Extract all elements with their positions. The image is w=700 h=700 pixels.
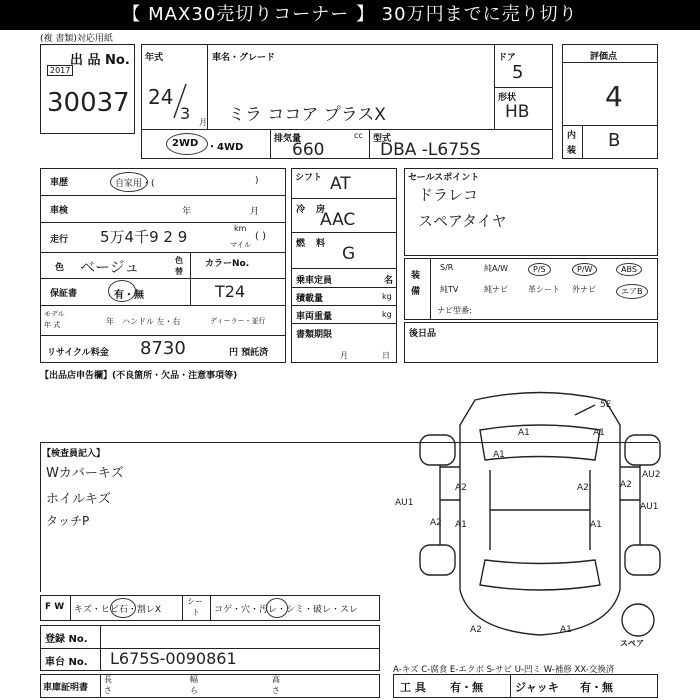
cert-box xyxy=(40,674,380,698)
color-change-2: 替 xyxy=(175,267,183,276)
mileage-label: 走行 xyxy=(50,235,69,245)
damage-mark: A2 xyxy=(455,483,467,493)
recycle-label: リサイクル料金 xyxy=(47,348,109,358)
equipment-label: 装 備 xyxy=(411,271,421,297)
era-year: 24 xyxy=(148,85,174,109)
damage-mark: AU1 xyxy=(395,498,414,508)
shape-value: HB xyxy=(505,102,530,122)
lot-label: 出 品 No. xyxy=(70,53,130,68)
shift-label: シフト xyxy=(295,173,323,183)
color-value: ベージュ xyxy=(80,258,140,276)
warranty-circle xyxy=(108,280,136,302)
registration-label: 登録 No. xyxy=(45,634,88,645)
damage-mark: A1 xyxy=(518,428,530,438)
exhibitor-note-label: 【出品店申告欄】(不良箇所・欠品・注意事項等) xyxy=(40,371,238,381)
damage-mark: 5E xyxy=(600,400,612,410)
fuel-label-2: 料 xyxy=(316,239,326,249)
equipment-item2-4: エアB xyxy=(616,284,648,299)
chassis-label: 車台 No. xyxy=(45,657,88,668)
inspector-line-3: タッチP xyxy=(46,514,90,528)
cert-h1: 高 xyxy=(272,675,280,684)
drive-2wd: 2WD xyxy=(172,138,199,149)
year-label: 年式 xyxy=(145,53,164,63)
color-no-label: カラーNo. xyxy=(205,259,250,269)
cert-sa: さ xyxy=(104,686,112,695)
sales-point-label: セールスポイント xyxy=(408,173,480,183)
mileage-value: 5万4千9 2 9 xyxy=(100,228,188,246)
fw-label: F W xyxy=(45,602,65,612)
car-name: ミラ ココア プラスX xyxy=(228,105,386,125)
ac-label-2: 房 xyxy=(316,205,326,215)
model-year-handle: ハンドル 左・右 xyxy=(122,317,181,326)
fw-seat-1: シー xyxy=(187,597,203,606)
month-unit: 月 xyxy=(199,118,207,127)
warranty-value: 有・無 xyxy=(114,290,144,301)
mileage-km: km xyxy=(234,224,247,233)
navi-model-label: ナビ型番: xyxy=(437,306,472,315)
mileage-mile: マイル xyxy=(230,241,251,249)
year-month: 3 xyxy=(180,104,191,123)
tools-value: 有・無 xyxy=(450,681,483,694)
displacement-value: 660 xyxy=(292,140,325,160)
equipment-item2-0: 純TV xyxy=(440,285,459,294)
warranty-label: 保証書 xyxy=(50,289,78,299)
weight-label: 車両重量 xyxy=(296,312,333,322)
inspector-label: 【検査員記入】 xyxy=(42,449,106,459)
remarks-box xyxy=(404,322,658,363)
damage-mark: AU2 xyxy=(642,470,661,480)
doc-deadline-day: 日 xyxy=(382,351,390,360)
damage-legend: A-キズ C-腐食 E-エクボ S-サビ U-凹ミ W-補修 XX-交換済 xyxy=(393,665,615,675)
remarks-label: 後日品 xyxy=(409,329,437,339)
history-label: 車歴 xyxy=(50,178,69,188)
load-unit: kg xyxy=(382,292,392,301)
recycle-unit: 円 預託済 xyxy=(229,348,269,358)
cert-w1: 幅 xyxy=(190,675,198,684)
equipment-item-1: 純A/W xyxy=(484,264,509,273)
fw-stain-circle xyxy=(266,598,288,618)
chassis-value: L675S-0090861 xyxy=(110,649,237,668)
ac-label-1: 冷 xyxy=(296,205,306,215)
displacement-label: 排気量 xyxy=(274,134,302,144)
color-change-1: 色 xyxy=(175,256,183,265)
load-label: 積載量 xyxy=(296,294,324,304)
tools-label: 工 具 xyxy=(400,681,426,694)
shape-label: 形状 xyxy=(498,93,517,103)
damage-mark: A1 xyxy=(593,428,605,438)
damage-mark: A1 xyxy=(590,520,602,530)
fw-text: キズ・ヒビ石・割レX xyxy=(74,605,161,615)
inspection-month: 月 xyxy=(250,207,260,217)
fuel-value: G xyxy=(342,244,356,264)
damage-mark: A1 xyxy=(455,520,467,530)
model-year-year: 年 xyxy=(106,317,114,326)
inspection-year: 年 xyxy=(182,207,192,217)
car-name-label: 車名・グレード xyxy=(212,53,276,63)
header-note: (複 書類)対応用紙 xyxy=(40,34,113,44)
damage-mark: A2 xyxy=(470,625,482,635)
interior-label-1: 内 xyxy=(567,131,577,141)
equipment-item-2: P/S xyxy=(528,263,551,276)
cert-h2: さ xyxy=(272,686,280,695)
interior-value: B xyxy=(608,130,621,151)
damage-mark: A1 xyxy=(493,450,505,460)
grade-label: 評価点 xyxy=(590,52,618,62)
damage-mark: A2 xyxy=(430,518,442,528)
equipment-item-4: ABS xyxy=(616,263,642,276)
sales-point-line-2: スペアタイヤ xyxy=(418,212,507,230)
fuel-label-1: 燃 xyxy=(296,239,306,249)
lot-year: 2017 xyxy=(47,65,73,76)
damage-mark: A2 xyxy=(577,483,589,493)
door-label: ドア xyxy=(498,53,516,63)
model-year-dealer: ディーラー・並行 xyxy=(210,317,266,325)
ac-value: AAC xyxy=(320,210,356,230)
banner: 【 MAX30売切りコーナー 】 30万円までに売り切り xyxy=(0,0,700,30)
color-no-value: T24 xyxy=(215,282,246,301)
inspector-line-1: Wカバーキズ xyxy=(46,466,124,481)
damage-mark: AU1 xyxy=(640,502,659,512)
cert-w2: ら xyxy=(190,686,198,695)
jack-value: 有・無 xyxy=(580,681,613,694)
drive-4wd: ・4WD xyxy=(207,142,244,153)
inspector-line-2: ホイルキズ xyxy=(46,492,111,507)
color-label: 色 xyxy=(55,263,65,273)
fw-seat-2: ト xyxy=(192,608,200,617)
inspection-label: 車検 xyxy=(50,206,69,216)
doc-deadline-month: 月 xyxy=(340,351,348,360)
equipment-item2-3: 外ナビ xyxy=(572,285,596,294)
capacity-label: 乗車定員 xyxy=(296,276,333,286)
damage-mark: A1 xyxy=(560,625,572,635)
cert-label: 車庫証明書 xyxy=(43,683,89,693)
history-close: ) xyxy=(255,176,259,186)
model-value: DBA -L675S xyxy=(380,140,481,160)
model-label: 型式 xyxy=(373,134,392,144)
jack-label: ジャッキ xyxy=(515,681,559,694)
interior-label-2: 装 xyxy=(567,146,577,156)
grade-value: 4 xyxy=(605,80,623,113)
model-year-label-1: モデル xyxy=(44,310,65,318)
door-value: 5 xyxy=(512,62,524,83)
cert-long: 長 xyxy=(104,675,112,684)
shift-value: AT xyxy=(330,174,351,194)
capacity-unit: 名 xyxy=(384,276,394,286)
fw-stone-circle xyxy=(110,598,136,618)
model-year-label-2: 年 式 xyxy=(44,321,61,329)
lot-number: 30037 xyxy=(47,88,130,118)
equipment-item-0: S/R xyxy=(440,263,454,272)
damage-mark: A2 xyxy=(620,480,632,490)
displacement-unit: cc xyxy=(354,131,363,140)
fw-seat-text: コゲ・穴・汚レ・シミ・破レ・スレ xyxy=(214,605,359,615)
equipment-item2-1: 純ナビ xyxy=(484,285,508,294)
sales-point-line-1: ドラレコ xyxy=(418,186,479,204)
equipment-item2-2: 革シート xyxy=(528,285,560,294)
equipment-item-3: P/W xyxy=(572,263,597,276)
private-use-circle xyxy=(110,172,148,192)
car-damage-diagram xyxy=(380,385,680,650)
weight-unit: kg xyxy=(382,310,392,319)
history-value: 自家用・( xyxy=(115,179,155,189)
spare-label: スペア xyxy=(620,639,644,648)
recycle-value: 8730 xyxy=(140,338,186,359)
mileage-paren: ( ) xyxy=(255,231,266,242)
slash-mark xyxy=(170,82,190,122)
doc-deadline-label: 書類期限 xyxy=(296,330,333,340)
